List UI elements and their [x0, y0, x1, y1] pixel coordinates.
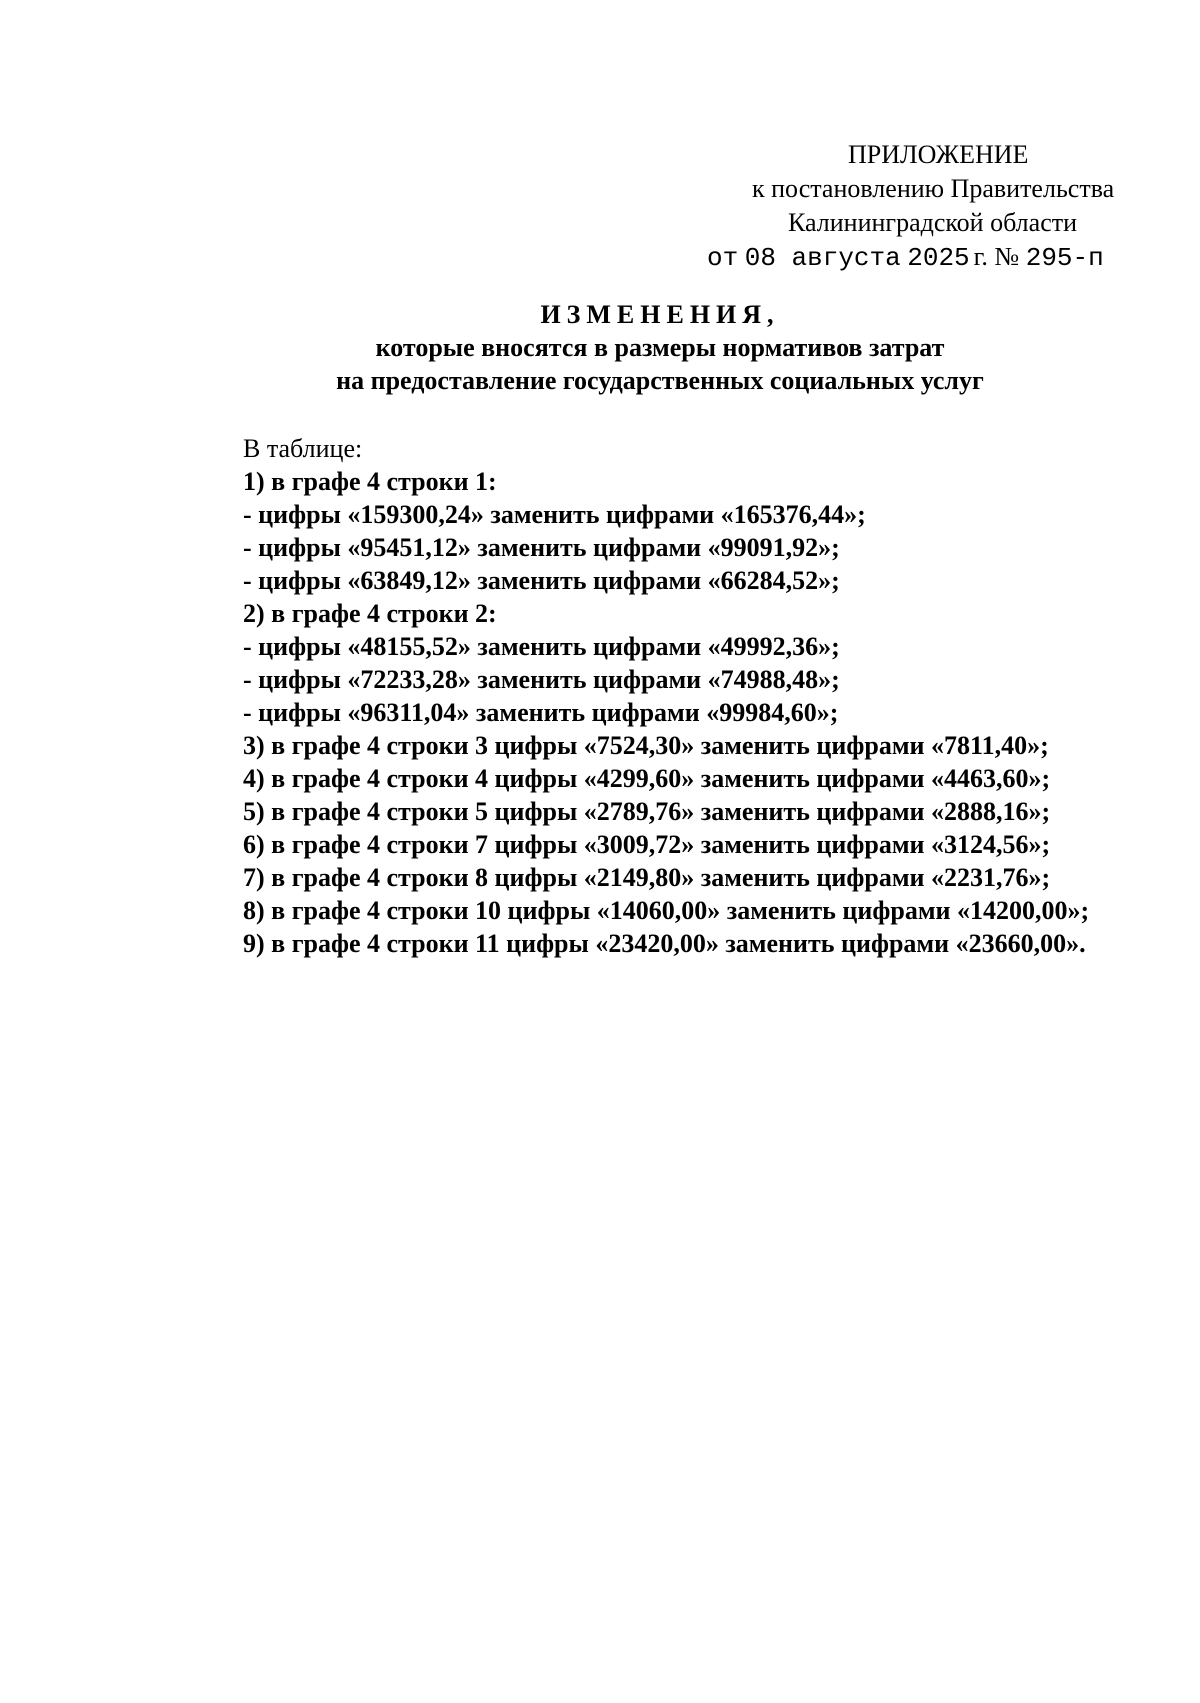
- item-7: 7) в графе 4 строки 8 цифры «2149,80» заменить цифрами «2231,76»;: [243, 863, 1051, 892]
- item-1-sub-1: - цифры «159300,24» заменить цифрами «165376,44»;: [243, 500, 866, 529]
- item-6: 6) в графе 4 строки 7 цифры «3009,72» заменить цифрами «3124,56»;: [243, 830, 1051, 859]
- appendix-line-resolution: к постановлению Правительства: [752, 174, 1115, 203]
- date-year: 2025: [907, 243, 970, 273]
- document-heading: ИЗМЕНЕНИЯ,: [540, 300, 780, 329]
- appendix-line-region: Калининградской области: [788, 208, 1078, 237]
- document-subtitle-line2: на предоставление государственных социальных услуг: [336, 366, 984, 395]
- item-1-sub-2: - цифры «95451,12» заменить цифрами «99091,92»;: [243, 533, 840, 562]
- item-1-heading: 1) в графе 4 строки 1:: [243, 467, 497, 496]
- item-1-sub-3: - цифры «63849,12» заменить цифрами «66284,52»;: [243, 566, 840, 595]
- item-9: 9) в графе 4 строки 11 цифры «23420,00» заменить цифрами «23660,00».: [243, 929, 1086, 958]
- item-8: 8) в графе 4 строки 10 цифры «14060,00» заменить цифрами «14200,00»;: [243, 896, 1090, 925]
- document-number: 295-п: [1025, 243, 1104, 273]
- appendix-date-line: [707, 240, 1104, 275]
- date-prefix: от: [707, 243, 739, 273]
- body-intro: В таблице:: [243, 434, 363, 463]
- date-year-suffix: г. №: [973, 242, 1020, 271]
- item-2-heading: 2) в графе 4 строки 2:: [243, 599, 497, 628]
- item-5: 5) в графе 4 строки 5 цифры «2789,76» заменить цифрами «2888,16»;: [243, 797, 1051, 826]
- document-body: [243, 432, 1089, 960]
- date-value: 08 августа: [744, 243, 901, 273]
- item-2-sub-3: - цифры «96311,04» заменить цифрами «99984,60»;: [243, 698, 839, 727]
- document-title-block: [0, 298, 1200, 397]
- item-2-sub-1: - цифры «48155,52» заменить цифрами «49992,36»;: [243, 632, 840, 661]
- item-3: 3) в графе 4 строки 3 цифры «7524,30» заменить цифрами «7811,40»;: [243, 731, 1049, 760]
- item-4: 4) в графе 4 строки 4 цифры «4299,60» заменить цифрами «4463,60»;: [243, 764, 1051, 793]
- document-subtitle-line1: которые вносятся в размеры нормативов затрат: [375, 333, 945, 362]
- appendix-title: ПРИЛОЖЕНИЕ: [848, 140, 1029, 169]
- item-2-sub-2: - цифры «72233,28» заменить цифрами «74988,48»;: [243, 665, 840, 694]
